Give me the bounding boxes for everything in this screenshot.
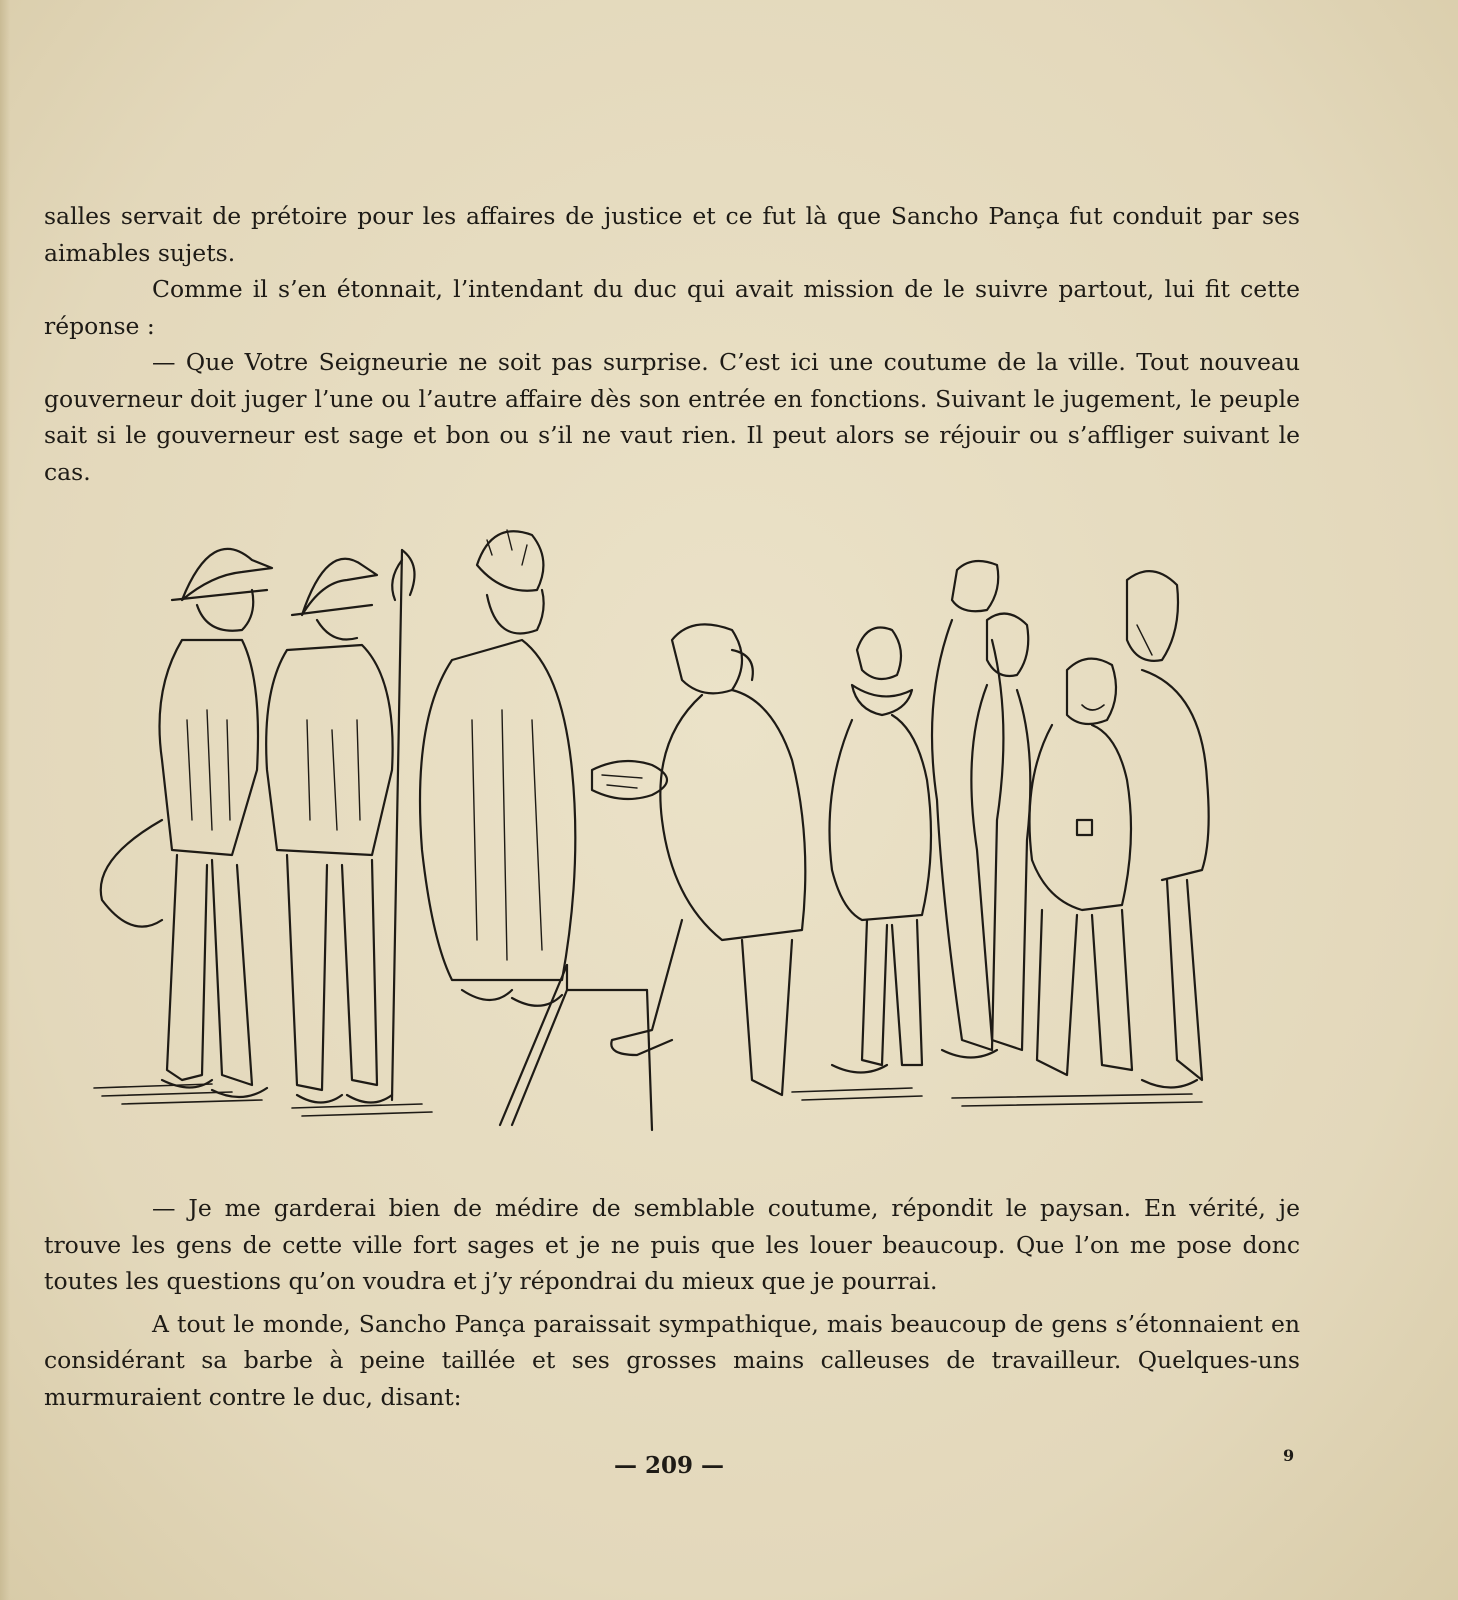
illustration-sancho-court xyxy=(92,520,1242,1150)
signature-mark: 9 xyxy=(1283,1446,1295,1465)
paragraph: Comme il s’en étonnait, l’intendant du duc qui avait mission de le suivre partout, lui fit cette réponse : xyxy=(44,275,1300,340)
figure-presenting-keys xyxy=(592,624,805,1095)
ground-hatching xyxy=(94,1084,1202,1116)
page-number: — 209 — xyxy=(613,1452,725,1479)
bottom-text-block xyxy=(44,1190,1300,1415)
platform-step xyxy=(500,965,652,1130)
figure-courtier-smiling xyxy=(1030,659,1133,1075)
paragraph: salles servait de prétoire pour les affaires de justice et ce fut là que Sancho Pança fut conduit par ses aimables sujets. xyxy=(44,202,1300,267)
figure-noble-fur-hat xyxy=(420,530,575,1006)
paragraph: — Que Votre Seigneurie ne soit pas surprise. C’est ici une coutume de la ville. Tout nouveau gouverneur doit juger l’une ou l’autre affaire dès son entrée en fonctions. Suivant le jugement, le peuple sait si le gouverneur est sage et bon ou s’il ne vaut rien. Il peut alors se réjouir ou s’affliger suivant le cas. xyxy=(44,348,1300,486)
keys-tray xyxy=(592,761,667,799)
figure-courtier-tall xyxy=(932,561,1003,1058)
figure-soldier-left xyxy=(101,549,272,1097)
page-spine-shadow xyxy=(0,0,10,1600)
top-text-block xyxy=(44,198,1300,490)
paragraph: A tout le monde, Sancho Pança paraissait sympathique, mais beaucoup de gens s’étonnaient en considérant sa barbe à peine taillée et ses grosses mains calleuses de travailleur. Quelques-uns murmuraient contre le duc, disant: xyxy=(44,1309,1300,1411)
paragraph: — Je me garderai bien de médire de semblable coutume, répondit le paysan. En vérité, je trouve les gens de cette ville fort sages et je ne puis que les louer beaucoup. Que l’on me pose donc toutes les questions qu’on voudra et j’y répondrai du mieux que je pourrai. xyxy=(44,1194,1300,1295)
figure-soldier-halberd xyxy=(266,550,414,1103)
figure-courtier-bearded xyxy=(1127,571,1209,1087)
figure-courtier-back xyxy=(971,614,1030,1050)
figure-courtier-ruff xyxy=(830,628,932,1073)
